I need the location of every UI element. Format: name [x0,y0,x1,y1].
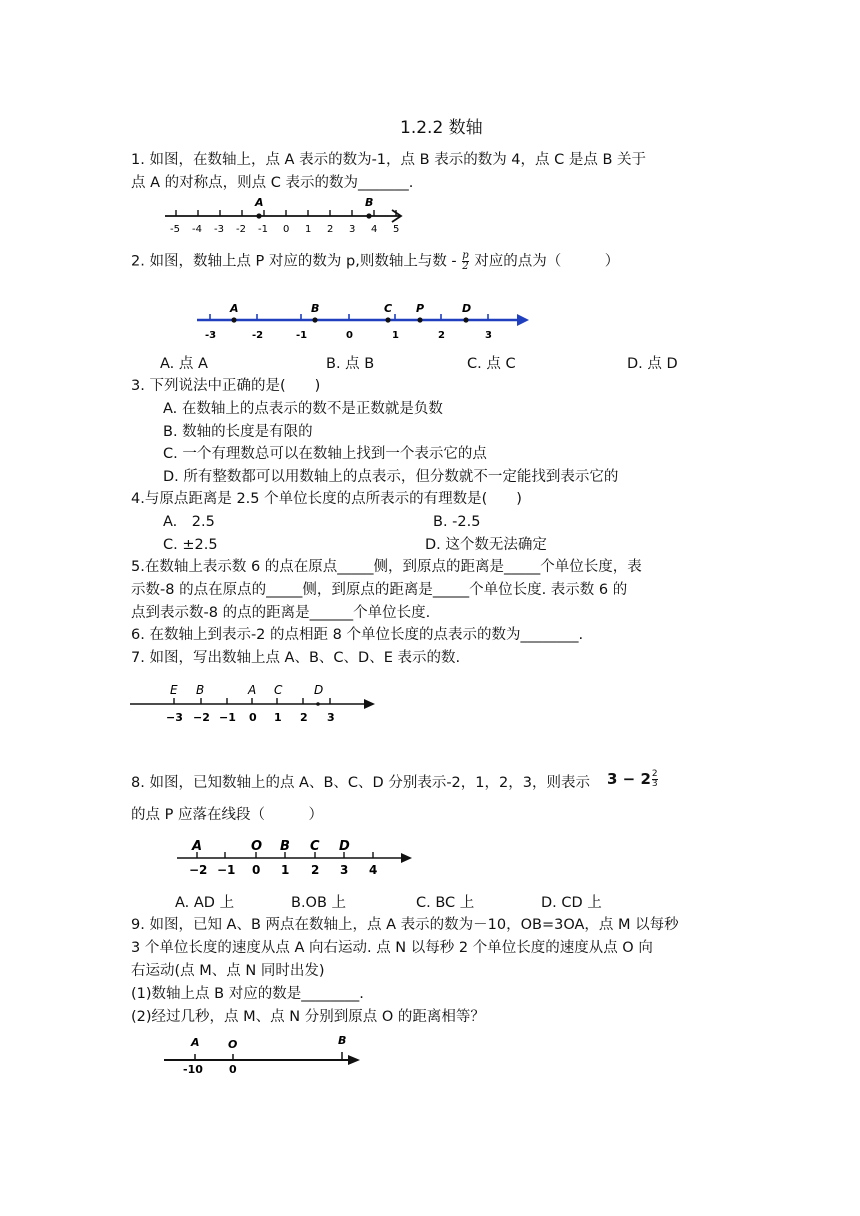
q9-tick-label-0: 0 [229,1063,237,1076]
q4-option-c[interactable]: C. ±2.5 [163,537,218,553]
q8-label-b: B [280,839,290,854]
q1-tick-label: 2 [327,224,334,235]
q1-text-line1: 1. 如图，在数轴上，点 A 表示的数为-1，点 B 表示的数为 4，点 C 是点 B 关于 [131,152,647,168]
q9-number-line [162,1032,372,1076]
q5-text-line1: 5.在数轴上表示数 6 的点在原点_____侧，到原点的距离是_____个单位长度，表 [131,559,642,575]
q8-tick-label: 1 [281,863,290,877]
q8-label-a: A [192,839,203,854]
q2-option-a[interactable]: A. 点 A [160,356,208,372]
q1-tick-label: -3 [214,224,224,235]
q2-label-p: P [416,302,425,315]
q8-expr-den: 3 [651,779,658,789]
q2-tick-label: -3 [205,330,217,341]
q7-number-line [128,680,388,728]
q1-tick-label: 5 [393,224,400,235]
q8-option-d[interactable]: D. CD 上 [541,895,602,911]
q2-point-c [385,317,390,322]
q3-option-b[interactable]: B. 数轴的长度是有限的 [163,424,313,440]
q3-option-c[interactable]: C. 一个有理数总可以在数轴上找到一个表示它的点 [163,446,487,462]
q9-sub2: (2)经过几秒，点 M、点 N 分别到原点 O 的距离相等？ [131,1009,485,1025]
q2-point-d [463,317,468,322]
q1-tick-label: 1 [305,224,312,235]
q7-label-d: D [314,683,324,697]
q9-label-b: B [338,1034,347,1047]
q1-label-a: A [255,196,264,209]
q2-label-b: B [311,302,320,315]
q1-point-b [366,213,371,218]
q9-text-line2: 3 个单位长度的速度从点 A 向右运动. 点 N 以每秒 2 个单位长度的速度从点 O 向 [131,940,653,956]
q8-tick-label: 0 [252,863,261,877]
q1-point-a [256,213,261,218]
q7-point-d [316,702,320,706]
q9-label-a: A [191,1036,200,1049]
q9-text-line1: 9. 如图，已知 A、B 两点在数轴上，点 A 表示的数为－10，OB=3OA，点 M 以每秒 [131,917,679,933]
q4-option-b[interactable]: B. -2.5 [433,514,481,530]
q4-stem: 4.与原点距离是 2.5 个单位长度的点所表示的有理数是( ) [131,491,522,507]
q5-text-line2: 示数-8 的点在原点的_____侧，到原点的距离是_____个单位长度. 表示数 6 的 [131,582,628,598]
q2-option-b[interactable]: B. 点 B [326,356,375,372]
q7-tick-label: −1 [219,711,236,724]
q2-point-p [417,317,422,322]
q8-label-c: C [310,839,320,854]
q1-tick-label: -4 [192,224,202,235]
q2-option-d[interactable]: D. 点 D [627,356,678,372]
q7-tick-label: −3 [166,711,183,724]
q4-option-d[interactable]: D. 这个数无法确定 [425,537,547,553]
q9-tick-label-neg10: -10 [183,1063,203,1076]
q2-point-a [231,317,236,322]
q9-label-o: O [228,1038,238,1051]
q8-label-d: D [339,839,350,854]
q2-tick-label: 3 [485,330,492,341]
q2-label-c: C [384,302,393,315]
q7-label-b: B [196,683,205,697]
q8-text-line2: 的点 P 应落在线段（ ） [131,807,323,823]
q3-option-d[interactable]: D. 所有整数都可以用数轴上的点表示，但分数就不一定能找到表示它的 [163,469,619,485]
q8-option-a[interactable]: A. AD 上 [175,895,235,911]
q7-tick-label: 2 [300,711,308,724]
q7-tick-label: −2 [193,711,210,724]
q2-frac-den: 2 [462,261,469,272]
q8-label-o: O [251,839,263,854]
q8-tick-label: −1 [217,863,236,877]
q2-tick-label: -2 [252,330,264,341]
q3-option-a[interactable]: A. 在数轴上的点表示的数不是正数就是负数 [163,401,443,417]
q2-label-a: A [230,302,239,315]
q7-tick-label: 0 [249,711,257,724]
q2-fraction [462,251,468,272]
q8-number-line [175,836,425,880]
q1-tick-label: 4 [371,224,378,235]
q2-stem [131,251,619,272]
q2-label-d: D [462,302,472,315]
q1-tick-label: 3 [349,224,356,235]
q2-text-b: 对应的点为（ ） [474,253,620,270]
q8-tick-label: 4 [369,863,378,877]
q2-frac-num: p [462,250,469,261]
q8-text-line1: 8. 如图，已知数轴上的点 A、B、C、D 分别表示-2，1，2，3，则表示 [131,775,590,791]
q2-tick-label: -1 [296,330,308,341]
q7-label-e: E [170,683,178,697]
q7-tick-label: 1 [274,711,282,724]
q1-number-line [160,193,410,238]
q1-tick-label: -2 [236,224,246,235]
q8-expr-fraction [652,770,658,789]
q8-tick-label: 3 [340,863,349,877]
q9-sub1: (1)数轴上点 B 对应的数是________. [131,986,364,1002]
q6-text: 6. 在数轴上到表示-2 的点相距 8 个单位长度的点表示的数为________. [131,627,584,643]
q1-text-line2: 点 A 的对称点，则点 C 表示的数为_______. [131,175,414,191]
q2-text-a: 2. 如图，数轴上点 P 对应的数为 p,则数轴上与数 - [131,253,457,270]
q7-tick-label: 3 [327,711,335,724]
q1-label-b: B [365,196,374,209]
q2-tick-label: 0 [346,330,353,341]
q2-option-c[interactable]: C. 点 C [467,356,516,372]
q1-tick-label: -1 [258,224,268,235]
q2-tick-label: 2 [438,330,445,341]
q8-expr-a: 3 − 2 [607,770,651,788]
q8-tick-label: 2 [311,863,320,877]
q8-option-b[interactable]: B.OB 上 [291,895,347,911]
q3-stem: 3. 下列说法中正确的是( ) [131,378,321,394]
q8-expression [607,769,659,789]
q1-tick-label: 0 [283,224,290,235]
q2-tick-label: 1 [392,330,399,341]
q8-option-c[interactable]: C. BC 上 [416,895,475,911]
q9-text-line3: 右运动(点 M、点 N 同时出发) [131,963,325,979]
q5-text-line3: 点到表示数-8 的点的距离是______个单位长度. [131,605,431,621]
q7-label-a: A [248,683,257,697]
page-title: 1.2.2 数轴 [400,118,483,138]
q7-text: 7. 如图，写出数轴上点 A、B、C、D、E 表示的数. [131,650,461,666]
q1-tick-label: -5 [170,224,180,235]
q2-number-line [195,298,535,346]
q4-option-a[interactable]: A. 2.5 [163,514,215,530]
q8-tick-label: −2 [189,863,208,877]
q8-expr-num: 2 [651,769,658,779]
q2-point-b [312,317,317,322]
q7-label-c: C [274,683,283,697]
